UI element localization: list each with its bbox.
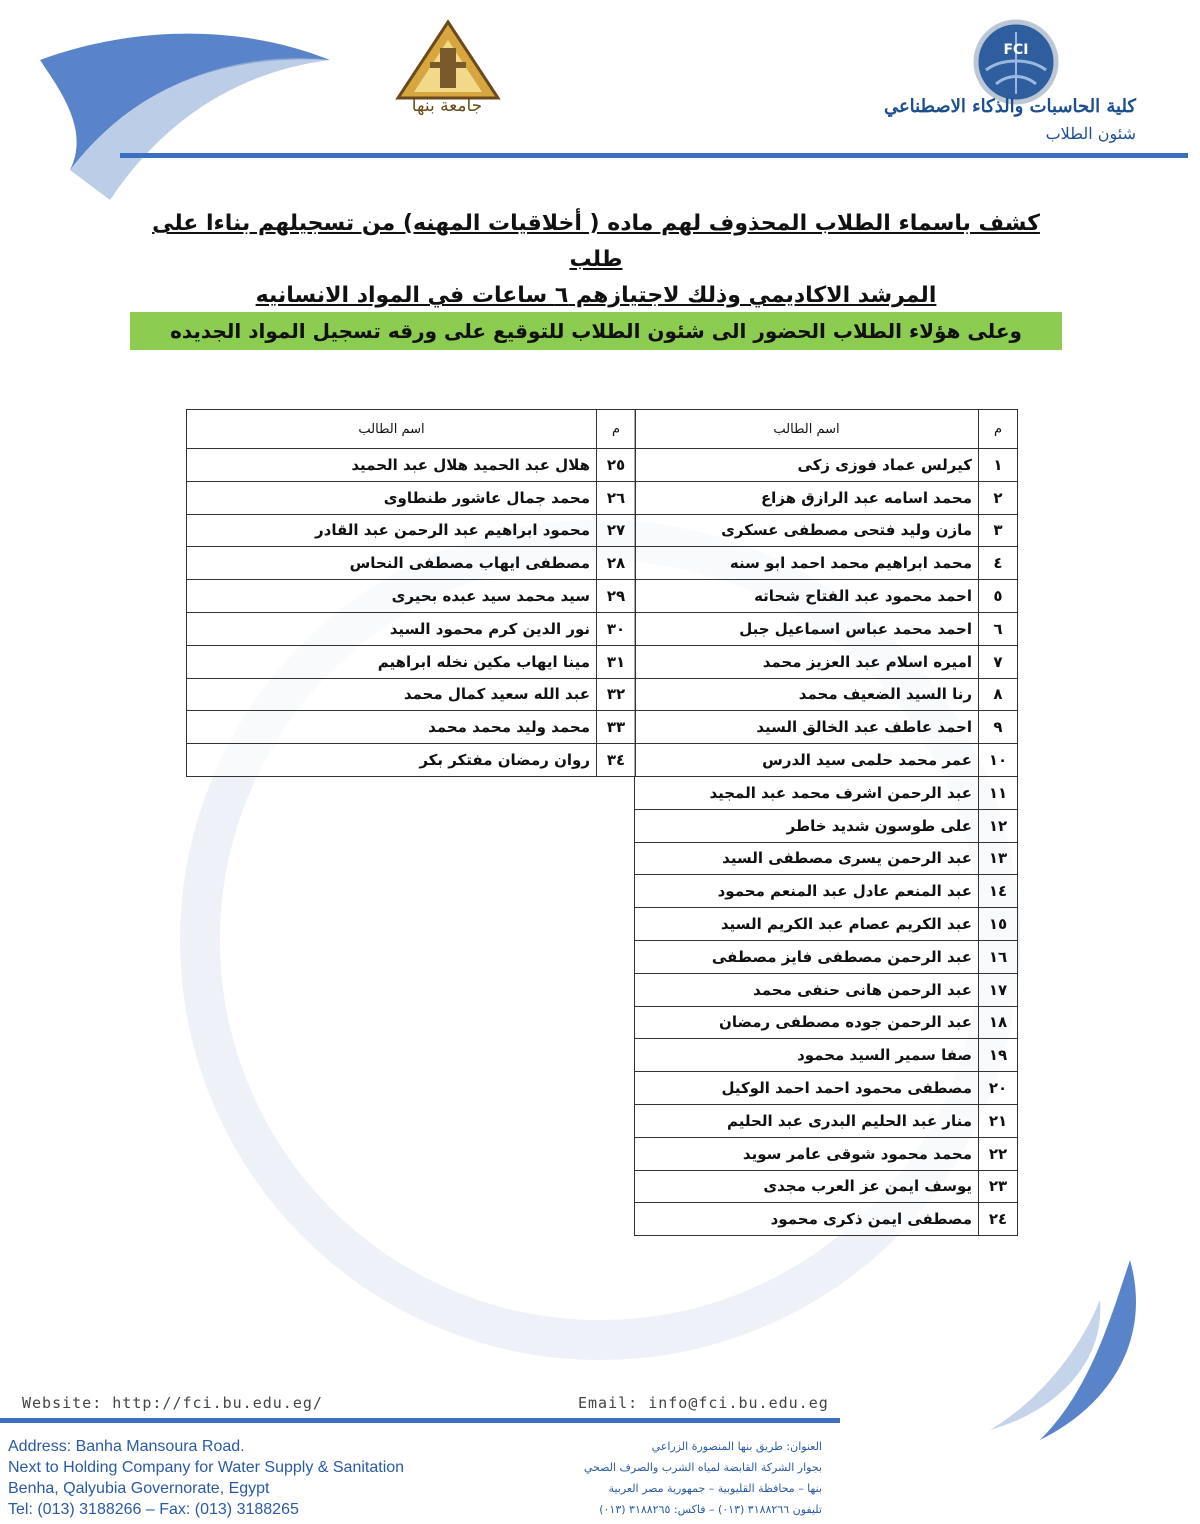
student-number: ١٠ <box>979 744 1018 777</box>
student-name: عبد المنعم عادل عبد المنعم محمود <box>635 875 979 908</box>
student-number: ١٢ <box>979 809 1018 842</box>
student-number: ٤ <box>979 547 1018 580</box>
address-line: Tel: (013) 3188266 – Fax: (013) 3188265 <box>8 1501 299 1518</box>
table-row <box>635 580 1018 613</box>
table-row <box>635 973 1018 1006</box>
table-row <box>635 1104 1018 1137</box>
student-number: ٢ <box>979 481 1018 514</box>
header-divider <box>120 153 1188 158</box>
student-number: ١٧ <box>979 973 1018 1006</box>
table-row <box>187 744 636 777</box>
document-title <box>150 206 1042 314</box>
student-name: عبد الرحمن اشرف محمد عبد المجيد <box>635 776 979 809</box>
student-name: منار عبد الحليم البدرى عبد الحليم <box>635 1104 979 1137</box>
student-name: اميره اسلام عبد العزيز محمد <box>635 645 979 678</box>
student-number: ٢٨ <box>597 547 636 580</box>
table-row <box>635 744 1018 777</box>
address-line: العنوان: طريق بنها المنصورة الزراعي <box>651 1440 822 1453</box>
student-name: احمد عاطف عبد الخالق السيد <box>635 711 979 744</box>
student-name: نور الدين كرم محمود السيد <box>187 612 597 645</box>
table-row <box>187 645 636 678</box>
table-row <box>635 842 1018 875</box>
column-header-num: م <box>979 410 1018 449</box>
table-row <box>635 809 1018 842</box>
student-number: ١٣ <box>979 842 1018 875</box>
student-number: ٢٥ <box>597 449 636 482</box>
student-number: ٦ <box>979 612 1018 645</box>
table-row <box>635 875 1018 908</box>
table-row <box>635 514 1018 547</box>
student-name: عبد الرحمن جوده مصطفى رمضان <box>635 1006 979 1039</box>
student-number: ٥ <box>979 580 1018 613</box>
student-name: رنا السيد الضعيف محمد <box>635 678 979 711</box>
table-row <box>635 776 1018 809</box>
fci-logo-text: FCI <box>1003 42 1029 58</box>
student-name: عبد الله سعيد كمال محمد <box>187 678 597 711</box>
notice-banner: وعلى هؤلاء الطلاب الحضور الى شئون الطلاب للتوقيع على ورقه تسجيل المواد الجديده <box>130 312 1062 350</box>
address-line: بجوار الشركة القابضة لمياه الشرب والصرف الصحي <box>583 1461 822 1474</box>
address-line: Benha, Qalyubia Governorate, Egypt <box>8 1480 270 1497</box>
student-number: ٣ <box>979 514 1018 547</box>
fci-logo <box>972 18 1060 106</box>
table-row <box>187 481 636 514</box>
student-name: مصطفى ايمن ذكرى محمود <box>635 1203 979 1236</box>
website-text: Website: http://fci.bu.edu.eg/ <box>22 1394 323 1412</box>
student-name: صفا سمير السيد محمود <box>635 1039 979 1072</box>
table-row <box>635 711 1018 744</box>
table-row <box>187 580 636 613</box>
student-name: عبد الرحمن مصطفى فايز مصطفى <box>635 940 979 973</box>
student-name: محمد محمود شوقى عامر سويد <box>635 1137 979 1170</box>
student-name: احمد محمد عباس اسماعيل جبل <box>635 612 979 645</box>
table-row <box>635 1203 1018 1236</box>
table-row <box>635 678 1018 711</box>
table-row <box>187 514 636 547</box>
table-row <box>635 908 1018 941</box>
address-line: تليفون ٣١٨٨٢٦٦ (٠١٣) – فاكس: ٣١٨٨٢٦٥ (٠١٣) <box>599 1503 822 1516</box>
table-header-row <box>635 410 1018 449</box>
footer-divider <box>0 1418 840 1423</box>
student-name: احمد محمود عبد الفتاح شحاته <box>635 580 979 613</box>
address-line: Next to Holding Company for Water Supply & Sanitation <box>8 1459 405 1476</box>
student-name: عبد الكريم عصام عبد الكريم السيد <box>635 908 979 941</box>
student-number: ١١ <box>979 776 1018 809</box>
student-name: مازن وليد فتحى مصطفى عسكرى <box>635 514 979 547</box>
student-number: ٢٦ <box>597 481 636 514</box>
address-line: Address: Banha Mansoura Road. <box>8 1438 245 1455</box>
table-row <box>635 1170 1018 1203</box>
student-name: محمد اسامه عبد الرازق هزاع <box>635 481 979 514</box>
student-name: يوسف ايمن عز العرب مجدى <box>635 1170 979 1203</box>
student-name: محمد جمال عاشور طنطاوى <box>187 481 597 514</box>
students-table-left <box>186 409 636 777</box>
student-name: مصطفى محمود احمد احمد الوكيل <box>635 1072 979 1105</box>
student-number: ١٨ <box>979 1006 1018 1039</box>
student-name: على طوسون شديد خاطر <box>635 809 979 842</box>
table-row <box>635 940 1018 973</box>
column-header-name: اسم الطالب <box>635 410 979 449</box>
student-number: ٢٧ <box>597 514 636 547</box>
address-line: بنها – محافظة القليوبية – جمهورية مصر العربية <box>608 1482 822 1495</box>
student-number: ٢١ <box>979 1104 1018 1137</box>
department-name: شئون الطلاب <box>1045 124 1136 143</box>
student-number: ٢٢ <box>979 1137 1018 1170</box>
student-number: ٣٠ <box>597 612 636 645</box>
table-row <box>635 612 1018 645</box>
student-name: كيرلس عماد فوزى زكى <box>635 449 979 482</box>
student-number: ٢٤ <box>979 1203 1018 1236</box>
student-number: ٣١ <box>597 645 636 678</box>
student-number: ٣٤ <box>597 744 636 777</box>
student-name: محمد وليد محمد محمد <box>187 711 597 744</box>
student-name: عمر محمد حلمى سيد الدرس <box>635 744 979 777</box>
column-header-num: م <box>597 410 636 449</box>
table-row <box>635 449 1018 482</box>
student-name: عبد الرحمن يسرى مصطفى السيد <box>635 842 979 875</box>
student-name: سيد محمد سيد عبده بحيرى <box>187 580 597 613</box>
table-row <box>635 1137 1018 1170</box>
student-number: ٩ <box>979 711 1018 744</box>
table-row <box>635 481 1018 514</box>
student-number: ٣٣ <box>597 711 636 744</box>
table-row <box>635 1039 1018 1072</box>
student-name: هلال عبد الحميد هلال عبد الحميد <box>187 449 597 482</box>
students-table-right <box>634 409 1018 1236</box>
column-header-name: اسم الطالب <box>187 410 597 449</box>
table-header-row <box>187 410 636 449</box>
student-number: ٢٠ <box>979 1072 1018 1105</box>
student-number: ١٩ <box>979 1039 1018 1072</box>
table-row <box>635 1072 1018 1105</box>
title-line: كشف باسماء الطلاب المحذوف لهم ماده ( أخلاقيات المهنه) من تسجيلهم بناءا على طلب <box>152 211 1040 272</box>
student-name: محمد ابراهيم محمد احمد ابو سنه <box>635 547 979 580</box>
table-row <box>187 449 636 482</box>
student-number: ١٥ <box>979 908 1018 941</box>
address-arabic <box>478 1436 822 1520</box>
student-number: ٨ <box>979 678 1018 711</box>
student-name: روان رمضان مفتكر بكر <box>187 744 597 777</box>
table-row <box>187 711 636 744</box>
table-row <box>187 678 636 711</box>
student-number: ٣٢ <box>597 678 636 711</box>
student-number: ٢٩ <box>597 580 636 613</box>
student-name: مينا ايهاب مكين نخله ابراهيم <box>187 645 597 678</box>
title-line: المرشد الاكاديمي وذلك لاجتيازهم ٦ ساعات في المواد الانسانيه <box>255 283 937 308</box>
table-row <box>635 645 1018 678</box>
student-number: ١ <box>979 449 1018 482</box>
address-english <box>8 1436 404 1520</box>
student-number: ٢٣ <box>979 1170 1018 1203</box>
university-name: جامعة بنها <box>411 96 483 116</box>
table-row <box>187 612 636 645</box>
faculty-name: كلية الحاسبات والذكاء الاصطناعي <box>883 96 1136 117</box>
student-name: عبد الرحمن هانى حنفى محمد <box>635 973 979 1006</box>
table-row <box>187 547 636 580</box>
table-row <box>635 547 1018 580</box>
table-row <box>635 1006 1018 1039</box>
email-text: Email: info@fci.bu.edu.eg <box>578 1394 829 1412</box>
student-number: ١٦ <box>979 940 1018 973</box>
student-name: محمود ابراهيم عبد الرحمن عبد القادر <box>187 514 597 547</box>
student-name: مصطفى ايهاب مصطفى النحاس <box>187 547 597 580</box>
student-number: ١٤ <box>979 875 1018 908</box>
student-number: ٧ <box>979 645 1018 678</box>
